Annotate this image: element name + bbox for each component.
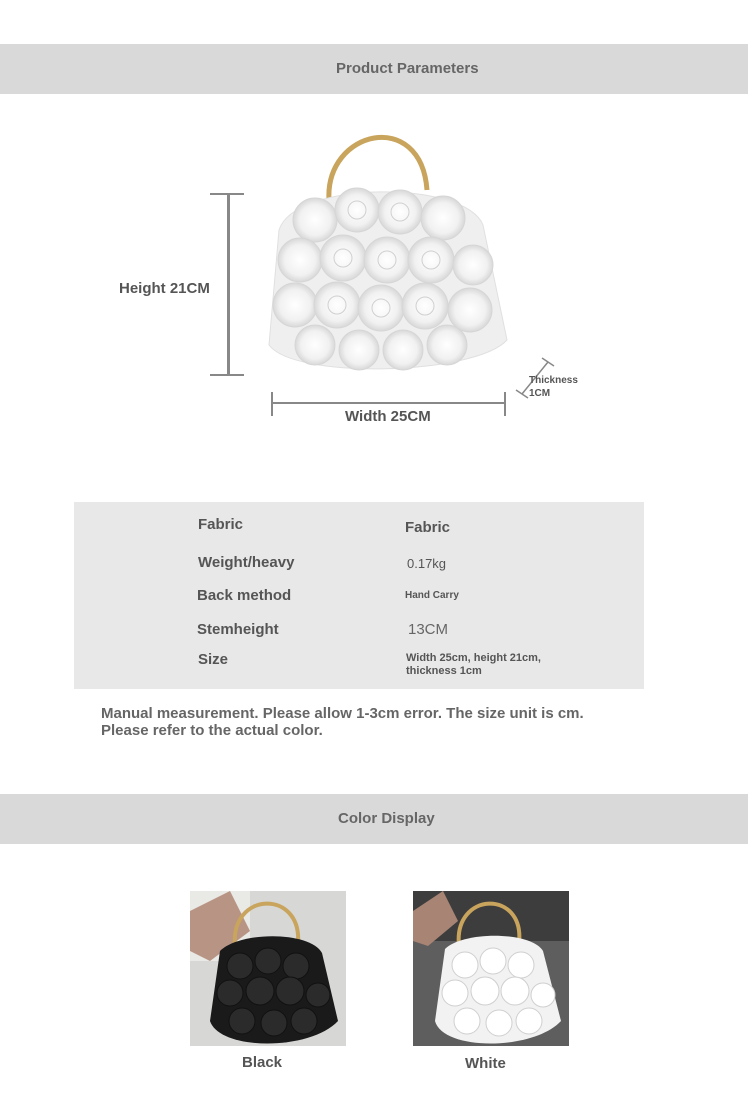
width-cap-left (271, 392, 273, 416)
param-label-stemheight: Stemheight (197, 621, 279, 638)
color-name-black: Black (242, 1054, 283, 1071)
color-photo-black[interactable] (190, 891, 346, 1046)
color-photo-white[interactable] (413, 891, 569, 1046)
param-value-size (406, 652, 541, 678)
param-value-size-line2: thickness 1cm (406, 665, 482, 677)
param-label-fabric: Fabric (198, 516, 244, 533)
measurement-note: Manual measurement. Please allow 1-3cm error. The size unit is cm. Please refer to the actual color. (101, 705, 584, 739)
param-label-back-method: Back method (197, 587, 292, 604)
width-cap-right (504, 392, 506, 416)
height-line (227, 193, 230, 375)
param-value-back-method: Hand Carry (405, 590, 459, 601)
height-cap-top (210, 193, 244, 195)
param-value-weight: 0.17kg (407, 556, 447, 571)
color-name-white: White (465, 1055, 506, 1072)
param-value-fabric: Fabric (405, 519, 451, 536)
product-image (255, 110, 520, 390)
width-label: Width 25CM (345, 408, 431, 425)
param-label-weight: Weight/heavy (198, 554, 295, 571)
section-header-color-display (0, 794, 748, 844)
width-line (272, 402, 506, 404)
section-header-product-parameters (0, 44, 748, 94)
thickness-label-line2: 1CM (529, 388, 551, 399)
param-label-size: Size (198, 651, 229, 668)
thickness-label (529, 374, 578, 400)
param-value-stemheight: 13CM (408, 621, 449, 638)
thickness-label-line1: Thickness (529, 375, 578, 386)
param-value-size-line1: Width 25cm, height 21cm, (406, 652, 541, 664)
height-label: Height 21CM (119, 280, 210, 297)
height-cap-bottom (210, 374, 244, 376)
white-bag-photo (413, 891, 569, 1046)
black-bag-photo (190, 891, 346, 1046)
section-title: Color Display (338, 810, 435, 827)
section-title: Product Parameters (336, 60, 479, 77)
parameters-table (74, 502, 644, 689)
